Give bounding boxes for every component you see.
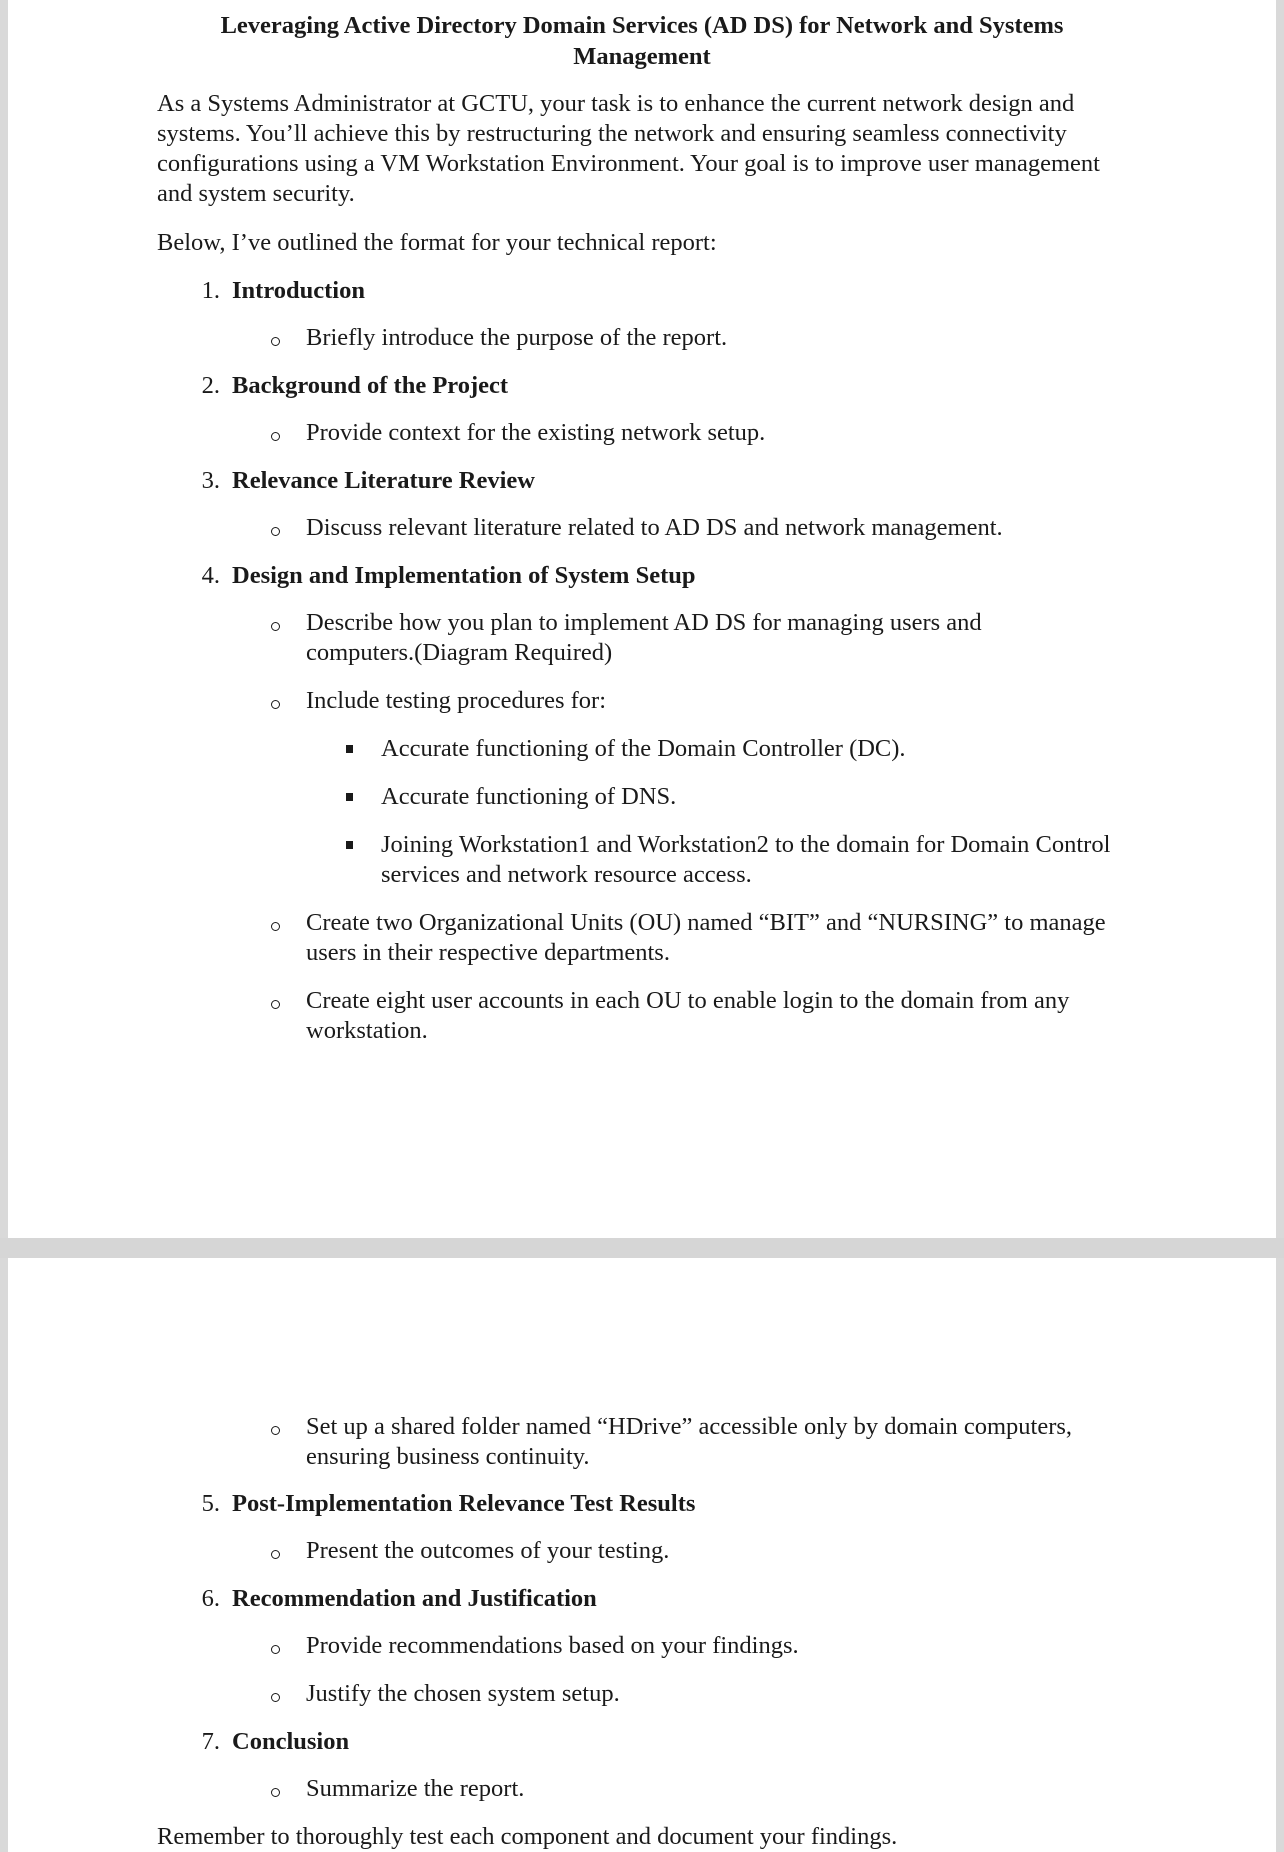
section-number: 2. xyxy=(201,372,220,399)
circle-bullet-icon xyxy=(271,1000,280,1009)
list-item-text: Summarize the report. xyxy=(306,1775,525,1802)
section-heading-introduction: Introduction xyxy=(232,277,365,304)
section-heading-recommendation: Recommendation and Justification xyxy=(232,1585,597,1612)
intro-line: systems. You’ll achieve this by restructuring the network and ensuring seamless connectivity xyxy=(157,120,1067,147)
section-number: 6. xyxy=(201,1585,220,1612)
circle-bullet-icon xyxy=(271,1550,280,1559)
section-number: 3. xyxy=(201,467,220,494)
circle-bullet-icon xyxy=(271,432,280,441)
circle-bullet-icon xyxy=(271,622,280,631)
list-item-text: computers.(Diagram Required) xyxy=(306,639,613,666)
section-heading-background: Background of the Project xyxy=(232,372,509,399)
section-heading-literature-review: Relevance Literature Review xyxy=(232,467,535,494)
list-item-text: Include testing procedures for: xyxy=(306,687,607,714)
sub-item-text: services and network resource access. xyxy=(381,861,752,888)
circle-bullet-icon xyxy=(271,1788,280,1797)
list-item-text: Present the outcomes of your testing. xyxy=(306,1537,670,1564)
list-item-text: Briefly introduce the purpose of the report. xyxy=(306,324,728,351)
circle-bullet-icon xyxy=(271,1693,280,1702)
circle-bullet-icon xyxy=(271,1426,280,1435)
section-number: 5. xyxy=(201,1490,220,1517)
section-heading-test-results: Post-Implementation Relevance Test Results xyxy=(232,1490,696,1517)
list-item-text: Discuss relevant literature related to AD DS and network management. xyxy=(306,514,1003,541)
list-item-text: users in their respective departments. xyxy=(306,939,670,966)
sub-item-text: Accurate functioning of the Domain Controller (DC). xyxy=(381,735,906,762)
section-number: 1. xyxy=(201,277,220,304)
sub-item-text: Accurate functioning of DNS. xyxy=(381,783,677,810)
circle-bullet-icon xyxy=(271,1645,280,1654)
sub-item-text: Joining Workstation1 and Workstation2 to the domain for Domain Control xyxy=(381,831,1111,858)
document-page-1 xyxy=(8,0,1276,1238)
circle-bullet-icon xyxy=(271,700,280,709)
list-item-text: Create eight user accounts in each OU to enable login to the domain from any xyxy=(306,987,1070,1014)
list-item-text: Provide recommendations based on your findings. xyxy=(306,1632,799,1659)
intro-line: As a Systems Administrator at GCTU, your task is to enhance the current network design and xyxy=(157,90,1075,117)
list-item-text: Provide context for the existing network setup. xyxy=(306,419,766,446)
list-item-text: workstation. xyxy=(306,1017,428,1044)
square-bullet-icon xyxy=(346,793,353,801)
document-page-2 xyxy=(8,1258,1276,1852)
section-number: 4. xyxy=(201,562,220,589)
list-item-text: Set up a shared folder named “HDrive” accessible only by domain computers, xyxy=(306,1413,1073,1440)
circle-bullet-icon xyxy=(271,337,280,346)
format-intro-line: Below, I’ve outlined the format for your technical report: xyxy=(157,229,717,256)
square-bullet-icon xyxy=(346,745,353,753)
section-heading-design-implementation: Design and Implementation of System Setup xyxy=(232,562,696,589)
intro-line: and system security. xyxy=(157,180,355,207)
list-item-text: Describe how you plan to implement AD DS for managing users and xyxy=(306,609,982,636)
intro-line: configurations using a VM Workstation Environment. Your goal is to improve user management xyxy=(157,150,1100,177)
circle-bullet-icon xyxy=(271,527,280,536)
square-bullet-icon xyxy=(346,841,353,849)
page-break xyxy=(0,1238,1284,1258)
list-item-text: ensuring business continuity. xyxy=(306,1443,590,1470)
closing-line: Remember to thoroughly test each component and document your findings. xyxy=(157,1823,898,1850)
list-item-text: Create two Organizational Units (OU) named “BIT” and “NURSING” to manage xyxy=(306,909,1106,936)
circle-bullet-icon xyxy=(271,922,280,931)
document-title-line-1: Leveraging Active Directory Domain Services (AD DS) for Network and Systems xyxy=(220,12,1064,39)
list-item-text: Justify the chosen system setup. xyxy=(306,1680,620,1707)
document-title-line-2: Management xyxy=(573,43,711,70)
section-number: 7. xyxy=(201,1728,220,1755)
section-heading-conclusion: Conclusion xyxy=(232,1728,350,1755)
